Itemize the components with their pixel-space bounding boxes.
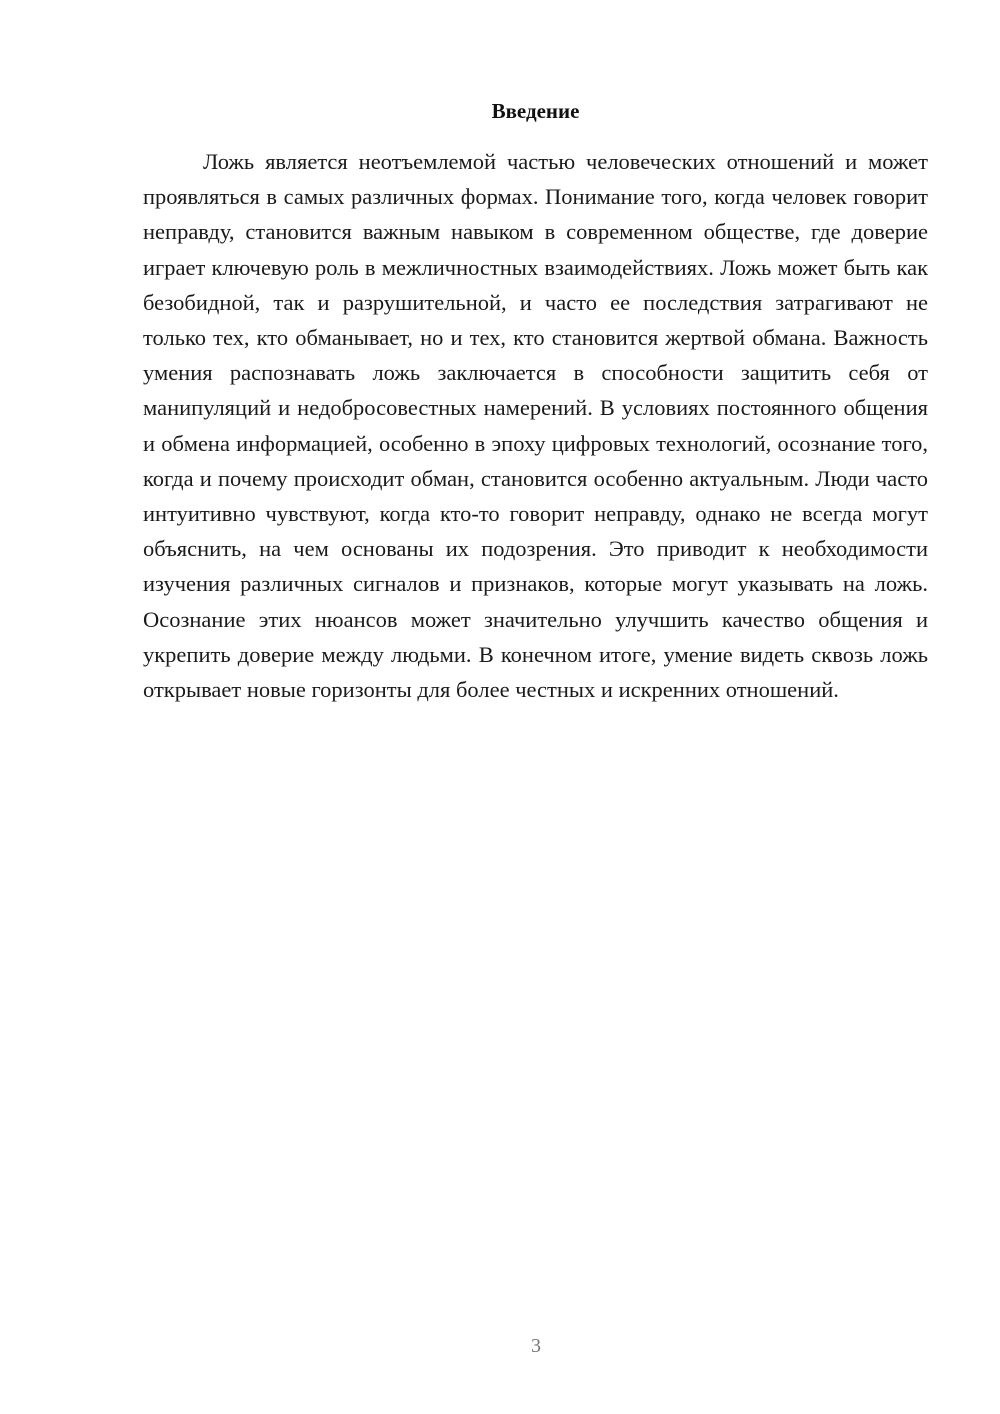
- section-heading: Введение: [491, 99, 580, 123]
- introduction-paragraph: Ложь является неотъемлемой частью человеческих отношений и может проявляться в самых различных формах. Понимание того, когда человек говорит неправду, становится важным навыком в современном обществе, где доверие играет ключевую роль в межличностных взаимодействиях. Ложь может быть как безобидной, так и разрушительной, и часто ее последствия затрагивают не только тех, кто обманывает, но и тех, кто становится жертвой обмана. Важность умения распознавать ложь заключается в способности защитить себя от манипуляций и недобросовестных намерений. В условиях постоянного общения и обмена информацией, особенно в эпоху цифровых технологий, осознание того, когда и почему происходит обман, становится особенно актуальным. Люди часто интуитивно чувствуют, когда кто-то говорит неправду, однако не всегда могут объяснить, на чем основаны их подозрения. Это приводит к необходимости изучения различных сигналов и признаков, которые могут указывать на ложь. Осознание этих нюансов может значительно улучшить качество общения и укрепить доверие между людьми. В конечном итоге, умение видеть сквозь ложь открывает новые горизонты для более честных и искренних отношений.: [143, 149, 928, 703]
- page-number: 3: [531, 1335, 541, 1357]
